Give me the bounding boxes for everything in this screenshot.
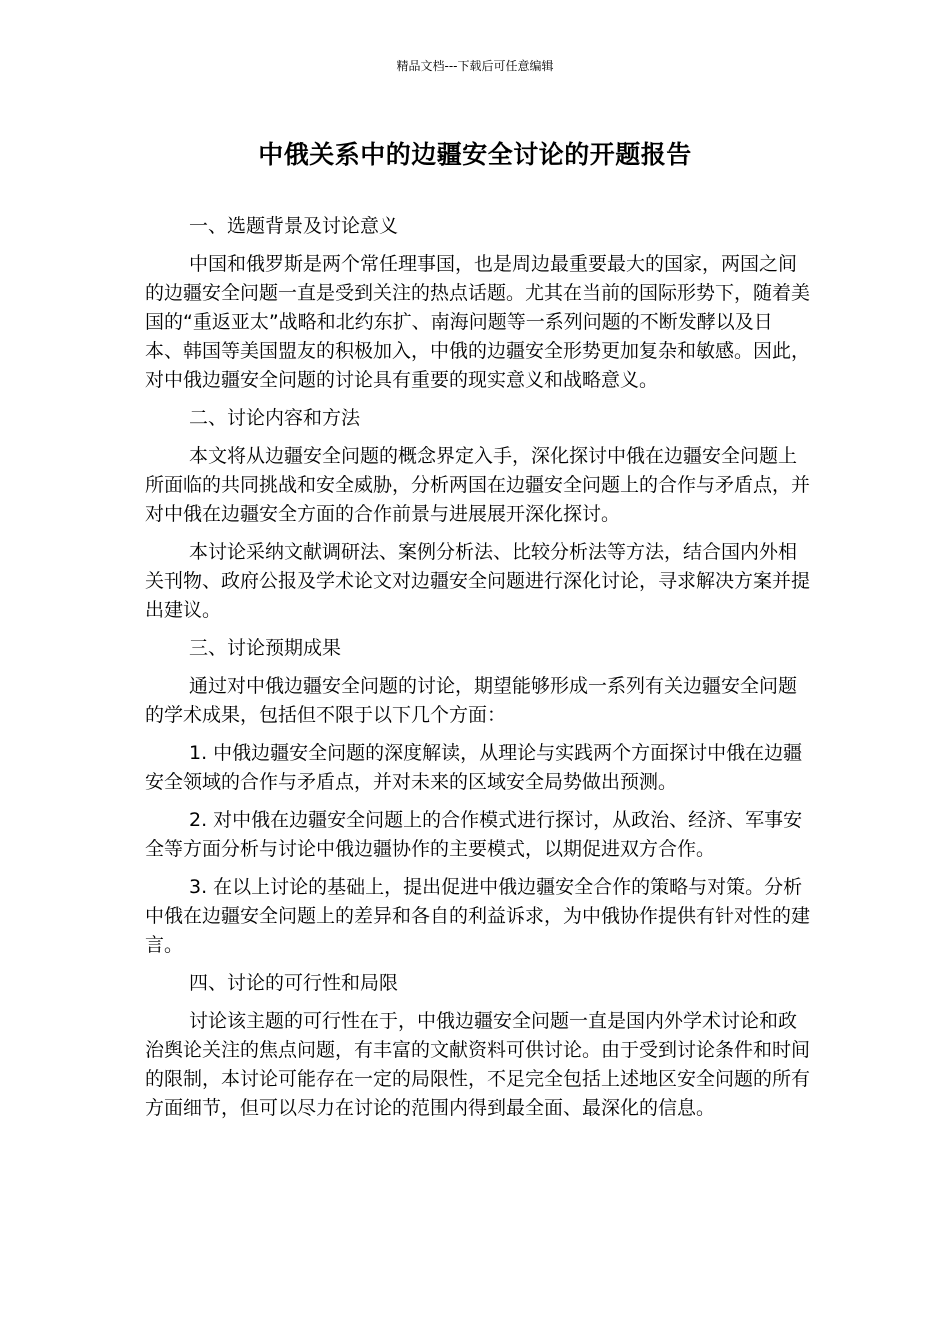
section-heading-feasibility: 四、讨论的可行性和局限 — [189, 972, 399, 994]
document-title: 中俄关系中的边疆安全讨论的开题报告 — [258, 140, 692, 169]
paragraph-method: 本讨论采纳文献调研法、案例分析法、比较分析法等方法，结合国内外相关刊物、政府公报及学术论文对边疆安全问题进行深化讨论，寻求解决方案并提出建议。 — [145, 541, 811, 621]
paragraph-background: 中国和俄罗斯是两个常任理事国，也是周边最重要最大的国家，两国之间的边疆安全问题一直是受到关注的热点话题。尤其在当前的国际形势下，随着美国的“重返亚太”战略和北约东扩、南海问题等一系列问题的不断发酵以及日本、韩国等美国盟友的积极加入，中俄的边疆安全形势更加复杂和敏感。因此，对中俄边疆安全问题的讨论具有重要的现实意义和战略意义。 — [145, 253, 811, 391]
section-heading-expected-results: 三、讨论预期成果 — [189, 637, 342, 659]
paragraph-result-item-1: 1. 中俄边疆安全问题的深度解读，从理论与实践两个方面探讨中俄在边疆安全领域的合作与矛盾点，并对未来的区域安全局势做出预测。 — [145, 742, 803, 793]
page-header-note: 精品文档---下载后可任意编辑 — [396, 59, 554, 73]
paragraph-expected-results-intro: 通过对中俄边疆安全问题的讨论，期望能够形成一系列有关边疆安全问题的学术成果，包括但不限于以下几个方面： — [145, 675, 798, 726]
paragraph-content: 本文将从边疆安全问题的概念界定入手，深化探讨中俄在边疆安全问题上所面临的共同挑战和安全威胁，分析两国在边疆安全问题上的合作与矛盾点，并对中俄在边疆安全方面的合作前景与进展展开深化探讨。 — [145, 445, 811, 525]
paragraph-feasibility: 讨论该主题的可行性在于，中俄边疆安全问题一直是国内外学术讨论和政治舆论关注的焦点问题，有丰富的文献资料可供讨论。由于受到讨论条件和时间的限制，本讨论可能存在一定的局限性，不足完全包括上述地区安全问题的所有方面细节，但可以尽力在讨论的范围内得到最全面、最深化的信息。 — [145, 1010, 811, 1119]
section-heading-background: 一、选题背景及讨论意义 — [189, 215, 399, 237]
section-heading-content-method: 二、讨论内容和方法 — [189, 407, 361, 429]
paragraph-result-item-2: 2. 对中俄在边疆安全问题上的合作模式进行探讨，从政治、经济、军事安全等方面分析与讨论中俄边疆协作的主要模式，以期促进双方合作。 — [145, 809, 803, 860]
paragraph-result-item-3: 3. 在以上讨论的基础上，提出促进中俄边疆安全合作的策略与对策。分析中俄在边疆安全问题上的差异和各自的利益诉求，为中俄协作提供有针对性的建言。 — [145, 876, 811, 956]
document-body — [145, 212, 810, 1132]
